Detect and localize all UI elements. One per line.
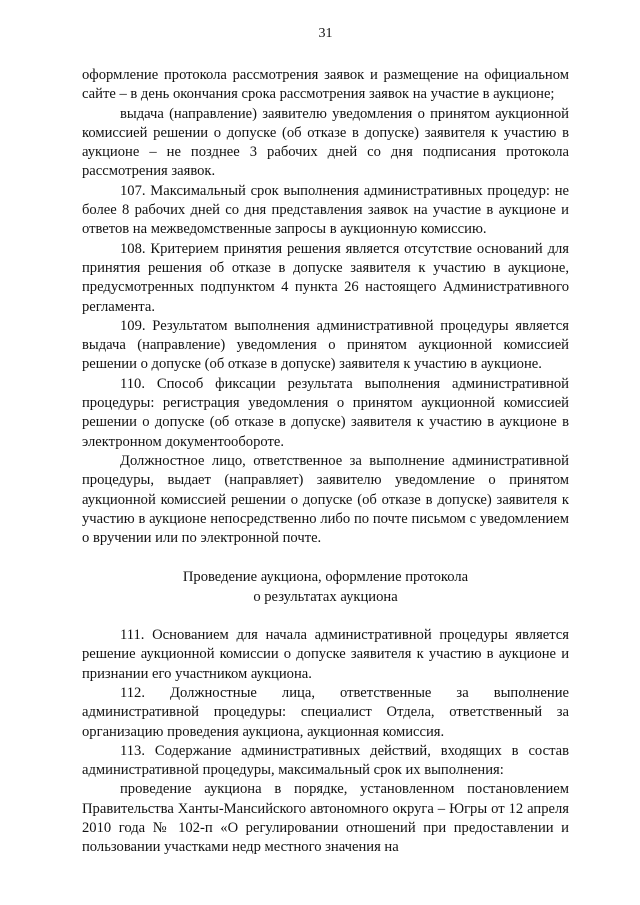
paragraph: 113. Содержание административных действий, входящих в состав административной процедуры, максимальный срок их выполнения: <box>82 742 569 779</box>
paragraph: Должностное лицо, ответственное за выполнение административной процедуры, выдает (направляет) заявителю уведомление о принятом аукционной комиссией решении о допуске (об отказе в допуске) заявителя к участию в аукционе непосредственно либо по почте письмом с уведомлением о вручении или по электронной почте. <box>82 452 569 547</box>
paragraph: 112. Должностные лица, ответственные за выполнение административной процедуры: специалист Отдела, ответственный за организацию проведения аукциона, аукционная комиссия. <box>82 684 569 740</box>
body-text-bottom <box>82 626 569 858</box>
paragraph: 109. Результатом выполнения административной процедуры является выдача (направление) уведомления о принятом аукционной комиссией решении о допуске (об отказе в допуске) заявителя к участию в аукционе. <box>82 317 569 373</box>
paragraph: 111. Основанием для начала административной процедуры является решение аукционной комиссии о допуске заявителя к участию в аукционе и признании его участником аукциона. <box>82 627 569 682</box>
section-heading <box>82 568 569 607</box>
paragraph: оформление протокола рассмотрения заявок и размещение на официальном сайте – в день окончания срока рассмотрения заявок на участие в аукционе; <box>82 67 569 103</box>
paragraph: 110. Способ фиксации результата выполнения административной процедуры: регистрация уведомления о принятом аукционной комиссией решении о допуске (об отказе в допуске) заявителя к участию в аукционе в электронном документообороте. <box>82 375 569 450</box>
section-heading-line: о результатах аукциона <box>253 588 398 605</box>
body-text-top <box>82 66 569 548</box>
paragraph: проведение аукциона в порядке, установленном постановлением Правительства Ханты-Мансийского автономного округа – Югры от 12 апреля 2010 года № 102-п «О регулировании отношений при предоставлении и пользовании участками недр местного значения на <box>82 781 569 856</box>
paragraph: выдача (направление) заявителю уведомления о принятом аукционной комиссией решении о допуске (об отказе в допуске) заявителя к участию в аукционе – не позднее 3 рабочих дней со дня подписания протокола рассмотрения заявок. <box>82 105 569 180</box>
paragraph: 108. Критерием принятия решения является отсутствие оснований для принятия решения об отказе в допуске заявителя к участию в аукционе, предусмотренных подпунктом 4 пункта 26 настоящего Административного регламента. <box>82 240 569 315</box>
paragraph: 107. Максимальный срок выполнения административных процедур: не более 8 рабочих дней со дня представления заявок на участие в аукционе и ответов на межведомственные запросы в аукционную комиссию. <box>82 182 569 238</box>
page-number: 31 <box>318 26 333 41</box>
section-heading-line: Проведение аукциона, оформление протокола <box>182 569 469 586</box>
